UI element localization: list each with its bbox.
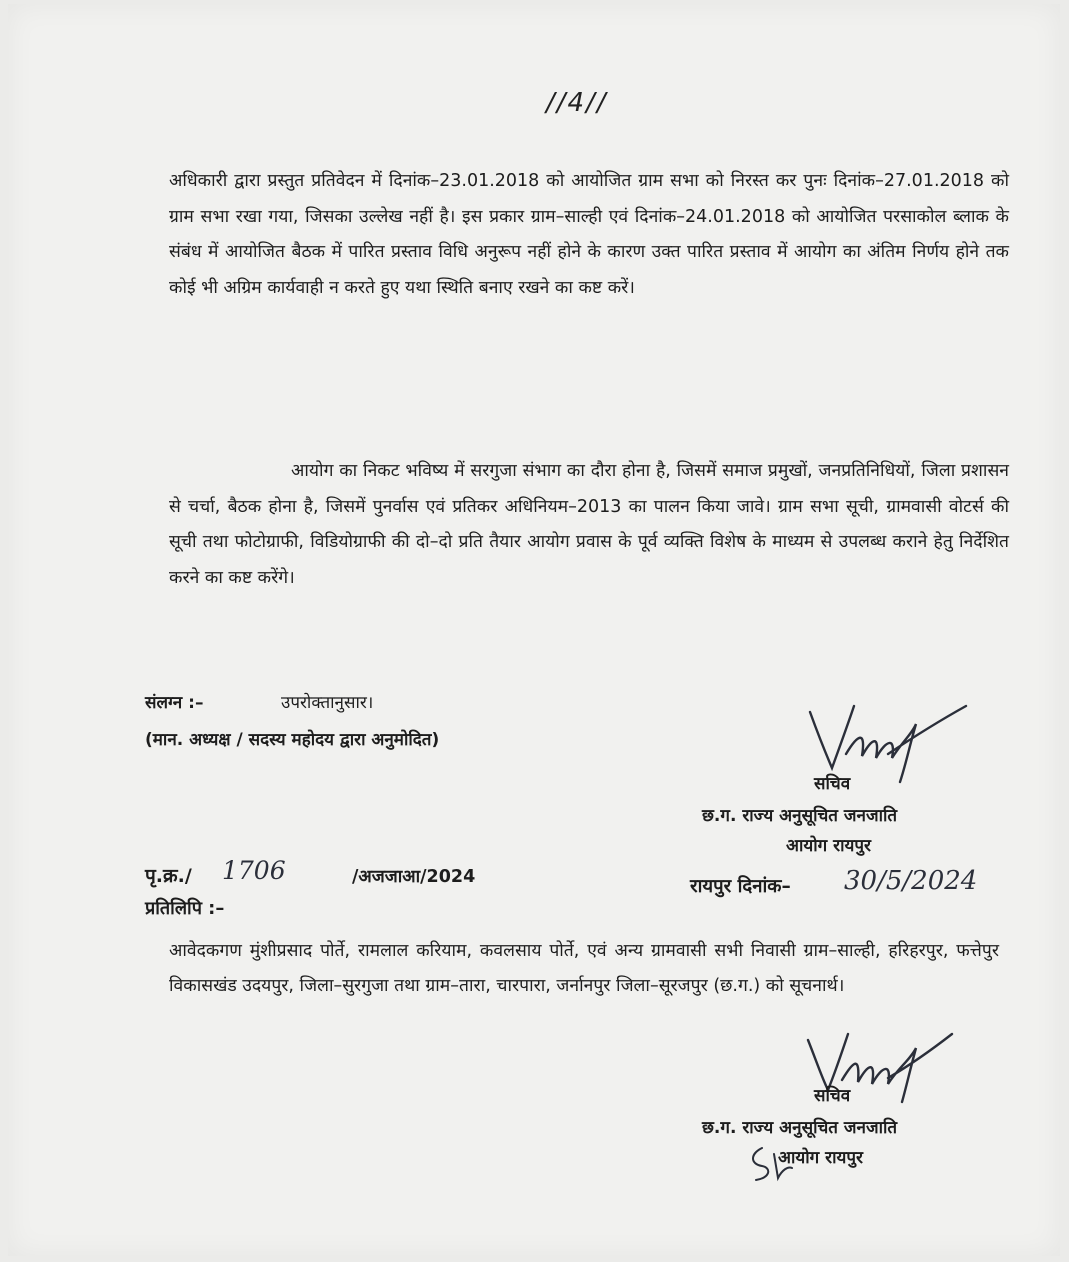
- date-value: 30/5/2024: [844, 866, 978, 896]
- paragraph-1: अधिकारी द्वारा प्रस्तुत प्रतिवेदन में दिनांक–23.01.2018 को आयोजित ग्राम सभा को निरस्त कर पुनः दिनांक–27.01.2018 को ग्राम सभा रखा गया, जिसका उल्लेख नहीं है। इस प्रकार ग्राम–साल्ही एवं दिनांक–24.01.2018 को आयोजित परसाकोल ब्लाक के संबंध में आयोजित बैठक में पारित प्रस्ताव विधि अनुरूप नहीं होने के कारण उक्त पारित प्रस्ताव में आयोग का अंतिम निर्णय होने तक कोई भी अग्रिम कार्यवाही न करते हुए यथा स्थिति बनाए रखने का कष्ट करें।: [169, 171, 1009, 298]
- reference-prefix: पृ.क्र./: [145, 865, 192, 887]
- page-number: //4//: [546, 88, 608, 118]
- signatory-1-org-line1: छ.ग. राज्य अनुसूचित जनजाति: [702, 806, 898, 826]
- signatory-2-title: सचिव: [814, 1086, 851, 1106]
- letter-page: [8, 4, 1060, 1256]
- signatory-2-org-line2: आयोग रायपुर: [778, 1148, 863, 1168]
- signatory-1-org-line2: आयोग रायपुर: [786, 836, 871, 856]
- signatory-2-org-line1: छ.ग. राज्य अनुसूचित जनजाति: [702, 1118, 898, 1138]
- approval-note: (मान. अध्यक्ष / सदस्य महोदय द्वारा अनुमोदित): [145, 730, 440, 750]
- enclosure-value: उपरोक्तानुसार।: [281, 693, 374, 713]
- reference-suffix: /अजजाआ/2024: [352, 867, 476, 887]
- initials-mark: [744, 1144, 794, 1184]
- enclosure-label: संलग्न :–: [145, 693, 204, 713]
- reference-number: 1706: [222, 856, 286, 885]
- paragraph-2: आयोग का निकट भविष्य में सरगुजा संभाग का दौरा होना है, जिसमें समाज प्रमुखों, जनप्रतिनिधियों, जिला प्रशासन से चर्चा, बैठक होना है, जिसमें पुनर्वास एवं प्रतिकर अधिनियम–2013 का पालन किया जावे। ग्राम सभा सूची, ग्रामवासी वोटर्स की सूची तथा फोटोग्राफी, विडियोग्राफी की दो–दो प्रति तैयार आयोग प्रवास के पूर्व व्यक्ति विशेष के माध्यम से उपलब्ध कराने हेतु निर्देशित करने का कष्ट करेंगे।: [169, 461, 1009, 588]
- signatory-1-title: सचिव: [814, 774, 851, 794]
- date-label: रायपुर दिनांक–: [690, 876, 791, 897]
- copy-label: प्रतिलिपि :–: [145, 898, 225, 919]
- copy-text: आवेदकगण मुंशीप्रसाद पोर्ते, रामलाल करियाम, कवलसाय पोर्ते, एवं अन्य ग्रामवासी सभी निवासी ग्राम–साल्ही, हरिहरपुर, फत्तेपुर विकासखंड उदयपुर, जिला–सुरगुजा तथा ग्राम–तारा, चारपारा, जर्नानपुर जिला–सूरजपुर (छ.ग.) को सूचनार्थ।: [169, 941, 999, 996]
